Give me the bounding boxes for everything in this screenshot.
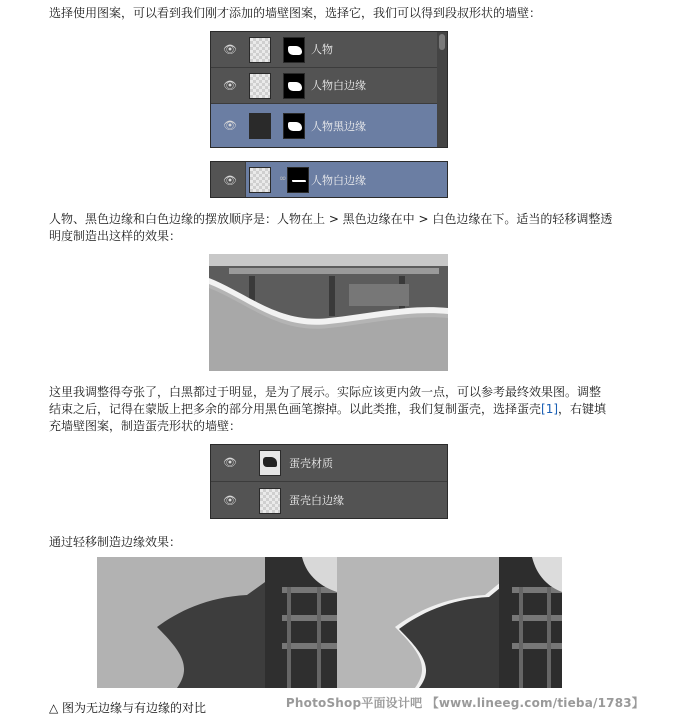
layer-mask-thumbnail xyxy=(283,113,305,139)
watermark-text: PhotoShop平面设计吧 【www.lineeg.com/tieba/1783】 xyxy=(285,696,644,710)
layer-row[interactable] xyxy=(211,482,447,519)
footnote-link[interactable]: [1] xyxy=(541,402,559,416)
layer-mask-thumbnail xyxy=(283,73,305,99)
layer-row-selected[interactable] xyxy=(211,104,437,148)
layer-row[interactable] xyxy=(211,32,437,68)
paragraph-order-line2: 明度制造出这样的效果： xyxy=(49,229,182,243)
eye-icon[interactable]: 👁 xyxy=(223,43,237,56)
layer-thumbnail xyxy=(259,488,281,514)
layer-name: 人物黑边缘 xyxy=(311,120,366,133)
paragraph-adjust-line2: 结束之后，记得在蒙版上把多余的部分用黑色画笔擦掉。以此类推，我们复制蛋壳，选择蛋壳[1]，右键填 xyxy=(49,402,607,416)
layer-row[interactable] xyxy=(211,445,447,482)
eye-icon[interactable]: 👁 xyxy=(223,79,237,92)
wall-effect-photo xyxy=(209,254,448,371)
comparison-caption: △ 图为无边缘与有边缘的对比 xyxy=(49,701,207,715)
layers-panel-2 xyxy=(210,161,448,198)
eye-icon[interactable]: 👁 xyxy=(223,494,237,507)
layer-name: 人物 xyxy=(311,43,333,56)
layer-name: 人物白边缘 xyxy=(311,174,366,187)
eye-icon[interactable]: 👁 xyxy=(223,456,237,469)
layer-row[interactable] xyxy=(211,68,437,104)
layer-name: 蛋壳白边缘 xyxy=(289,494,344,507)
layer-name: 蛋壳材质 xyxy=(289,457,333,470)
layer-row-selected[interactable] xyxy=(211,162,447,198)
paragraph-adjust-line3: 充墙壁图案，制造蛋壳形状的墙壁： xyxy=(49,419,242,433)
panel-scrollbar[interactable] xyxy=(437,32,447,147)
layers-panel-3 xyxy=(210,444,448,519)
layer-mask-thumbnail xyxy=(287,167,309,193)
layers-panel-1 xyxy=(210,31,448,148)
layer-thumbnail xyxy=(249,167,271,193)
layer-mask-thumbnail xyxy=(283,37,305,63)
eye-icon[interactable]: 👁 xyxy=(223,174,237,187)
paragraph-nudge: 通过轻移制造边缘效果： xyxy=(49,535,182,549)
layer-thumbnail xyxy=(249,113,271,139)
eye-icon[interactable]: 👁 xyxy=(223,119,237,132)
paragraph-adjust-line1: 这里我调整得夸张了，白黑都过于明显，是为了展示。实际应该更内敛一点，可以参考最终效果图。调整 xyxy=(49,385,602,399)
paragraph-intro: 选择使用图案，可以看到我们刚才添加的墙壁图案，选择它，我们可以得到段叔形状的墙壁： xyxy=(49,6,542,20)
paragraph-order-line1: 人物、黑色边缘和白色边缘的摆放顺序是：人物在上 > 黑色边缘在中 > 白色边缘在下。适当的轻移调整透 xyxy=(49,212,613,226)
layer-name: 人物白边缘 xyxy=(311,79,366,92)
layer-thumbnail xyxy=(249,37,271,63)
link-chain-icon[interactable]: ∞ xyxy=(279,174,287,184)
layer-thumbnail xyxy=(259,450,281,476)
layer-thumbnail xyxy=(249,73,271,99)
edge-comparison-photo xyxy=(97,557,562,688)
